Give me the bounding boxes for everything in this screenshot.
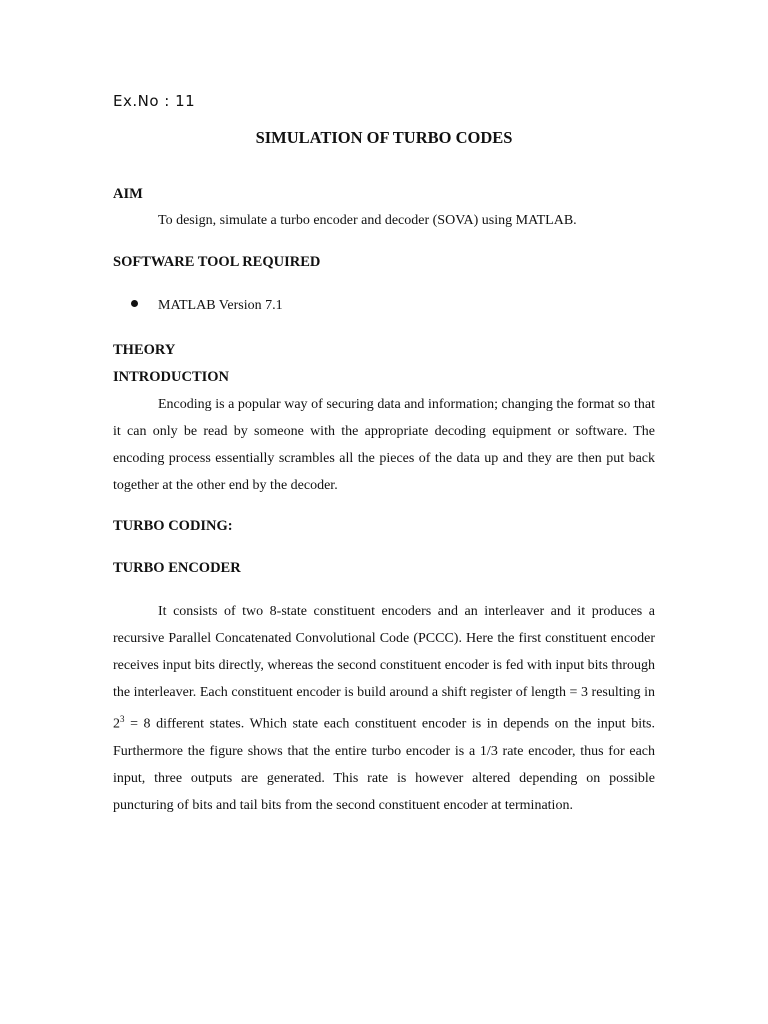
turbo-encoder-text-part2: = 8 different states. Which state each constituent encoder is in depends on the input bits. Furthermore the figure shows that the entire turbo encoder is a 1/3 rate encoder, thus for each input, three outputs are generated. This rate is however altered depending on possible puncturing of bits and tail bits from the second constituent encoder at termination. [113,716,655,813]
software-heading: SOFTWARE TOOL REQUIRED [113,254,321,270]
software-list-item [131,298,283,314]
turbo-encoder-paragraph [113,598,655,819]
aim-paragraph [113,207,655,234]
turbo-coding-heading: TURBO CODING: [113,518,233,534]
document-title: SIMULATION OF TURBO CODES [255,128,513,147]
theory-heading: THEORY [113,342,176,358]
introduction-heading: INTRODUCTION [113,369,230,385]
exercise-number: Ex.No : 11 [113,92,196,110]
aim-heading: AIM [113,186,143,202]
turbo-encoder-heading: TURBO ENCODER [113,560,241,576]
introduction-paragraph [113,391,655,499]
bullet-icon [131,300,138,307]
turbo-encoder-text-part1: It consists of two 8-state constituent encoders and an interleaver and it produces a recursive Parallel Concatenated Convolutional Code (PCCC). Here the first constituent encoder receives input bits directly, whereas the second constituent encoder is fed with input bits through the interleaver. Each constituent encoder is build around a shift register of length = 3 resulting in 2 [113,604,655,732]
aim-text: To design, simulate a turbo encoder and decoder (SOVA) using MATLAB. [158,213,577,228]
introduction-text: Encoding is a popular way of securing data and information; changing the format so that it can only be read by someone with the appropriate decoding equipment or software. The encoding process essentially scrambles all the pieces of the data up and they are then put back together at the other end by the decoder. [113,397,655,493]
exponent-superscript: 3 [120,714,125,724]
software-item-label: MATLAB Version 7.1 [158,298,283,313]
